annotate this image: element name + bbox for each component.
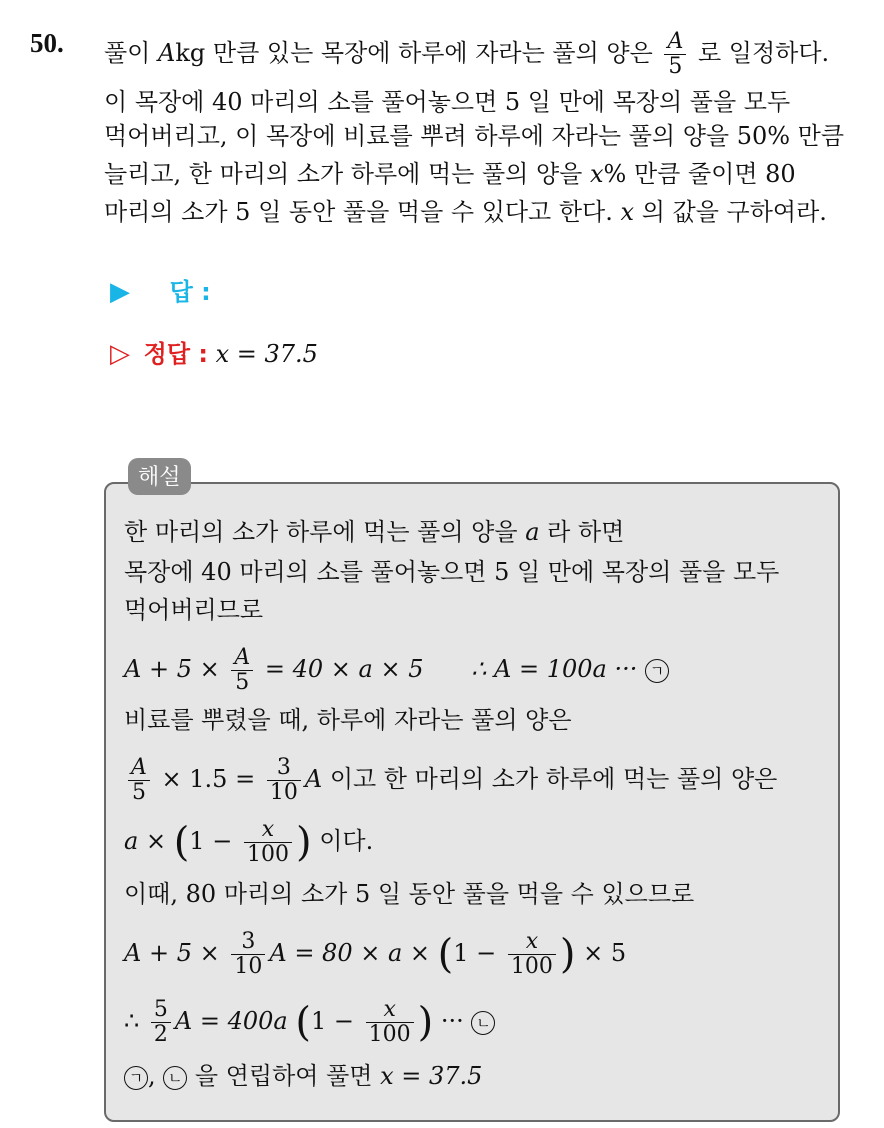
circled-giyeok-icon: ㄱ [124, 1066, 148, 1090]
solution-line-5: 비료를 뿌렸을 때, 하루에 자라는 풀의 양은 [124, 706, 572, 734]
solution-equation-2: $\frac{A}{5}$ × 1.5 = $\frac{3}{10}$ A 이고 한 마리의 소가 하루에 먹는 풀의 양은 [124, 756, 777, 805]
solution-line-1: 한 마리의 소가 하루에 먹는 풀의 양을 a 라 하면 [124, 518, 625, 546]
circled-nieun-icon: ㄴ [163, 1066, 187, 1090]
solution-line-2: 목장에 40 마리의 소를 풀어놓으면 5 일 만에 목장의 풀을 모두 [124, 558, 780, 586]
filled-triangle-icon: ▶ [110, 277, 130, 307]
answer-label: 답 : [169, 278, 211, 306]
question-line-4: 늘리고, 한 마리의 소가 하루에 먹는 풀의 양을 x% 만큼 줄이면 80 [104, 160, 796, 188]
question-line-1: 풀이 Akg 만큼 있는 목장에 하루에 자라는 풀의 양은 $\frac{A}{5}$ 로 일정하다. [104, 29, 830, 79]
question-line-2: 이 목장에 40 마리의 소를 풀어놓으면 5 일 만에 목장의 풀을 모두 [104, 88, 791, 116]
solution-line-11: ㄱ , ㄴ 을 연립하여 풀면 x = 37.5 [124, 1060, 482, 1092]
solution-tag: 해설 [128, 458, 191, 495]
solution-equation-3: a × (1 − $\frac{x}{100}$ ) 이다. [124, 817, 374, 867]
answer-row [110, 272, 211, 307]
fraction-a-over-5: $\frac{A}{5}$ [664, 30, 686, 79]
question-line-3: 먹어버리고, 이 목장에 비료를 뿌려 하루에 자라는 풀의 양을 50% 만큼 [104, 122, 845, 150]
solution-equation-4: A + 5 × $\frac{3}{10}$ A = 80 × a × (1 − $\frac{x}{100}$ ) × 5 [124, 929, 627, 979]
question-line-5: 마리의 소가 5 일 동안 풀을 먹을 수 있다고 한다. x 의 값을 구하여라. [104, 198, 827, 226]
correct-answer-label: 정답 : [143, 340, 208, 368]
solution-equation-5: ∴ $\frac{5}{2}$ A = 400a (1 − $\frac{x}{100}$ ) ··· ㄴ [124, 998, 495, 1047]
circled-giyeok-icon: ㄱ [645, 659, 669, 683]
solution-line-3: 먹어버리므로 [124, 596, 264, 624]
question-number: 50. [30, 28, 64, 58]
correct-answer-value: x = 37.5 [215, 340, 318, 368]
outline-triangle-icon: ▷ [110, 339, 130, 369]
correct-answer-row [110, 334, 318, 369]
solution-line-8: 이때, 80 마리의 소가 5 일 동안 풀을 먹을 수 있으므로 [124, 880, 695, 908]
circled-nieun-icon: ㄴ [471, 1011, 495, 1035]
solution-equation-1: A + 5 × $\frac{A}{5}$ = 40 × a × 5 ∴ A = 100a ··· ㄱ [124, 646, 669, 695]
